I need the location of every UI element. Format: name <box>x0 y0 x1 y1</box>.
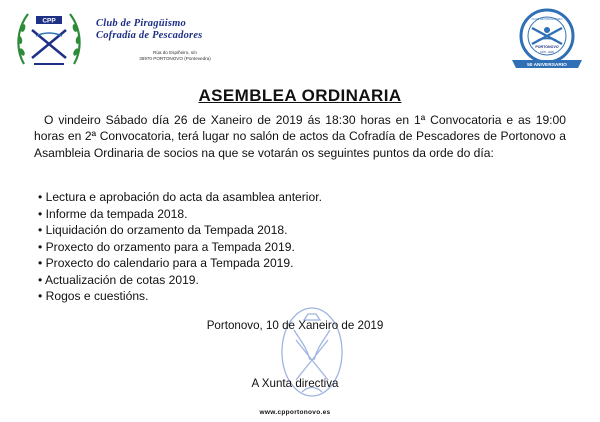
agenda-item: • Liquidación do orzamento da Tempada 2018. <box>38 222 322 239</box>
letterhead <box>0 0 600 80</box>
address-line1: Rúa do Espiñeiro, s/n <box>153 50 197 55</box>
agenda-item: • Rogos e cuestións. <box>38 288 322 305</box>
agenda-list <box>38 189 322 305</box>
agenda-item: • Actualización de cotas 2019. <box>38 272 322 289</box>
logo-right-years: 1970 - 2020 <box>540 51 554 54</box>
logo-right-top-text: CLUB DE PIRAGÜISMO <box>531 17 563 21</box>
intro-paragraph: O vindeiro Sábado día 26 de Xaneiro de 2019 ás 18:30 horas en 1ª Convocatoria e as 19:00 horas en 2ª Convocatoria, terá lugar no salón de actos da Cofradía de Pescadores de Portonovo a Asambleia Ordinaria de socios na que se votarán os seguintes puntos da orde do día: <box>34 113 566 160</box>
signature: A Xunta directiva <box>251 377 339 390</box>
logo-cpp-text: CPP <box>42 17 56 25</box>
club-name-line2: Cofradía de Pescadores <box>96 30 203 41</box>
agenda-item: • Informe da tempada 2018. <box>38 206 322 223</box>
club-name <box>96 18 214 42</box>
agenda-item: • Lectura e aprobación do acta da asamblea anterior. <box>38 189 322 206</box>
anniversary-logo <box>508 6 586 72</box>
address-line2: 36970 PORTONOVO (Pontevedra) <box>139 56 211 61</box>
agenda-item: • Proxecto do orzamento para a Tempada 2019. <box>38 239 322 256</box>
agenda-item: • Proxecto do calendario para a Tempada 2019. <box>38 255 322 272</box>
club-stamp <box>276 300 348 410</box>
logo-right-ribbon: 50 ANIVERSARIO <box>527 63 567 68</box>
document-title: ASEMBLEA ORDINARIA <box>198 86 402 105</box>
club-logo <box>14 6 84 72</box>
website-link[interactable]: www.cpportonovo.es <box>259 409 331 416</box>
logo-right-mid-text: PORTONOVO <box>535 45 559 49</box>
club-address <box>120 50 230 62</box>
club-name-line1: Club de Piragüismo <box>96 18 186 29</box>
place-and-date: Portonovo, 10 de Xaneiro de 2019 <box>206 319 384 332</box>
